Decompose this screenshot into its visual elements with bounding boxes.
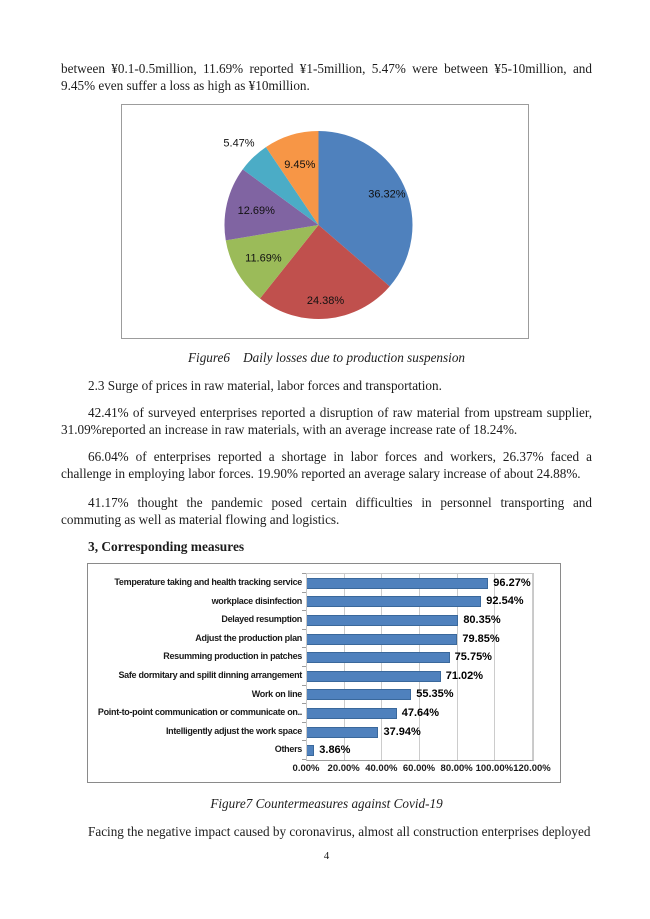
page-content [61, 0, 592, 862]
figure7-caption: Figure7 Countermeasures against Covid-19 [210, 796, 443, 811]
bar [307, 596, 481, 607]
x-axis-tick-label: 40.00% [365, 763, 398, 774]
category-axis-tick [302, 592, 306, 593]
figure6-pie-chart [121, 104, 529, 339]
bar-category-label: workplace disinfection [211, 595, 302, 606]
bar-value-label: 92.54% [486, 595, 524, 608]
bar-category-label: Safe dormitary and spilit dinning arrangement [118, 670, 302, 680]
bar [307, 727, 378, 738]
category-axis-tick [302, 666, 306, 667]
figure7-bar-chart [87, 563, 561, 783]
bar-value-label: 75.75% [454, 651, 492, 664]
category-axis-tick [302, 573, 306, 574]
category-axis-tick [302, 740, 306, 741]
bar-category-label: Delayed resumption [221, 614, 302, 625]
bar-value-label: 3.86% [319, 744, 351, 757]
section-2-3-paragraph: 2.3 Surge of prices in raw material, labor forces and transportation. [88, 378, 442, 393]
bar-value-label: 80.35% [463, 614, 501, 626]
category-axis-tick [302, 647, 306, 648]
pie-slice-label: 9.45% [284, 158, 316, 171]
gridline [532, 574, 533, 760]
bar-category-label: Point-to-point communication or communicate on.. [97, 707, 302, 718]
bar-value-label: 47.64% [401, 707, 440, 719]
bar-category-label: Temperature taking and health tracking service [114, 577, 302, 587]
pie-slice-label: 12.69% [237, 205, 275, 218]
category-axis-tick [302, 759, 306, 760]
x-axis-tick-label: 0.00% [292, 763, 320, 774]
figure6-caption: Figure6 Daily losses due to production suspension [187, 350, 466, 365]
x-axis-tick-label: 20.00% [327, 763, 360, 774]
bar-category-label: Adjust the production plan [195, 632, 302, 643]
bar-plot-area [306, 573, 534, 761]
pie-chart-svg [122, 105, 528, 338]
pie-slice-label: 5.47% [223, 137, 255, 150]
pie-slice-label: 24.38% [306, 294, 345, 307]
bar-value-label: 71.02% [445, 669, 484, 682]
pie-slice-label: 11.69% [245, 252, 282, 265]
bar-category-label: Others [274, 744, 302, 755]
pie-slice-label: 36.32% [368, 188, 406, 201]
bar [307, 578, 488, 589]
paragraph-raw-material: 42.41% of surveyed enterprises reported a disruption of raw material from upstream supplier, 31.09%reported an increase in raw materials, with an average increase rate of 18.24%. [61, 405, 592, 437]
bar-value-label: 37.94% [383, 725, 421, 738]
bar [307, 671, 441, 682]
bar [307, 745, 314, 756]
page-number: 4 [323, 850, 330, 862]
bar-category-label: Resumming production in patches [163, 651, 302, 662]
x-axis-tick-label: 100.00% [475, 763, 514, 774]
paragraph-transporting: 41.17% thought the pandemic posed certain difficulties in personnel transporting and commuting as well as material flowing and logistics. [61, 495, 592, 527]
paragraph-losses: between ¥0.1-0.5million, 11.69% reported ¥1-5million, 5.47% were between ¥5-10million, and 9.45% even suffer a loss as high as ¥10million. [61, 61, 592, 93]
bar [307, 652, 450, 663]
paragraph-labor-shortage: 66.04% of enterprises reported a shortage in labor forces and workers, 26.37% faced a challenge in employing labor forces. 19.90% reported an average salary increase of about 24.88%. [61, 449, 592, 481]
bar-value-label: 79.85% [462, 632, 500, 645]
x-axis-tick-label: 60.00% [402, 763, 436, 774]
bar-category-labels [92, 573, 302, 759]
bar-value-label: 55.35% [416, 688, 454, 701]
category-axis-tick [302, 722, 306, 723]
bar [307, 615, 458, 626]
bar-category-label: Intelligently adjust the work space [165, 725, 302, 736]
category-axis-tick [302, 629, 306, 630]
category-axis-tick [302, 703, 306, 704]
bar-category-label: Work on line [251, 688, 302, 699]
bar [307, 708, 397, 719]
bar-value-label: 96.27% [493, 576, 531, 589]
bar [307, 634, 457, 645]
x-axis-tick-label: 80.00% [440, 763, 473, 774]
category-axis-tick [302, 685, 306, 686]
category-axis-tick [302, 610, 306, 611]
heading-corresponding-measures: 3, Corresponding measures [88, 539, 245, 554]
bar [307, 689, 411, 700]
x-axis-tick-label: 120.00% [513, 763, 551, 774]
paragraph-facing: Facing the negative impact caused by coronavirus, almost all construction enterprises deployed [88, 824, 591, 839]
